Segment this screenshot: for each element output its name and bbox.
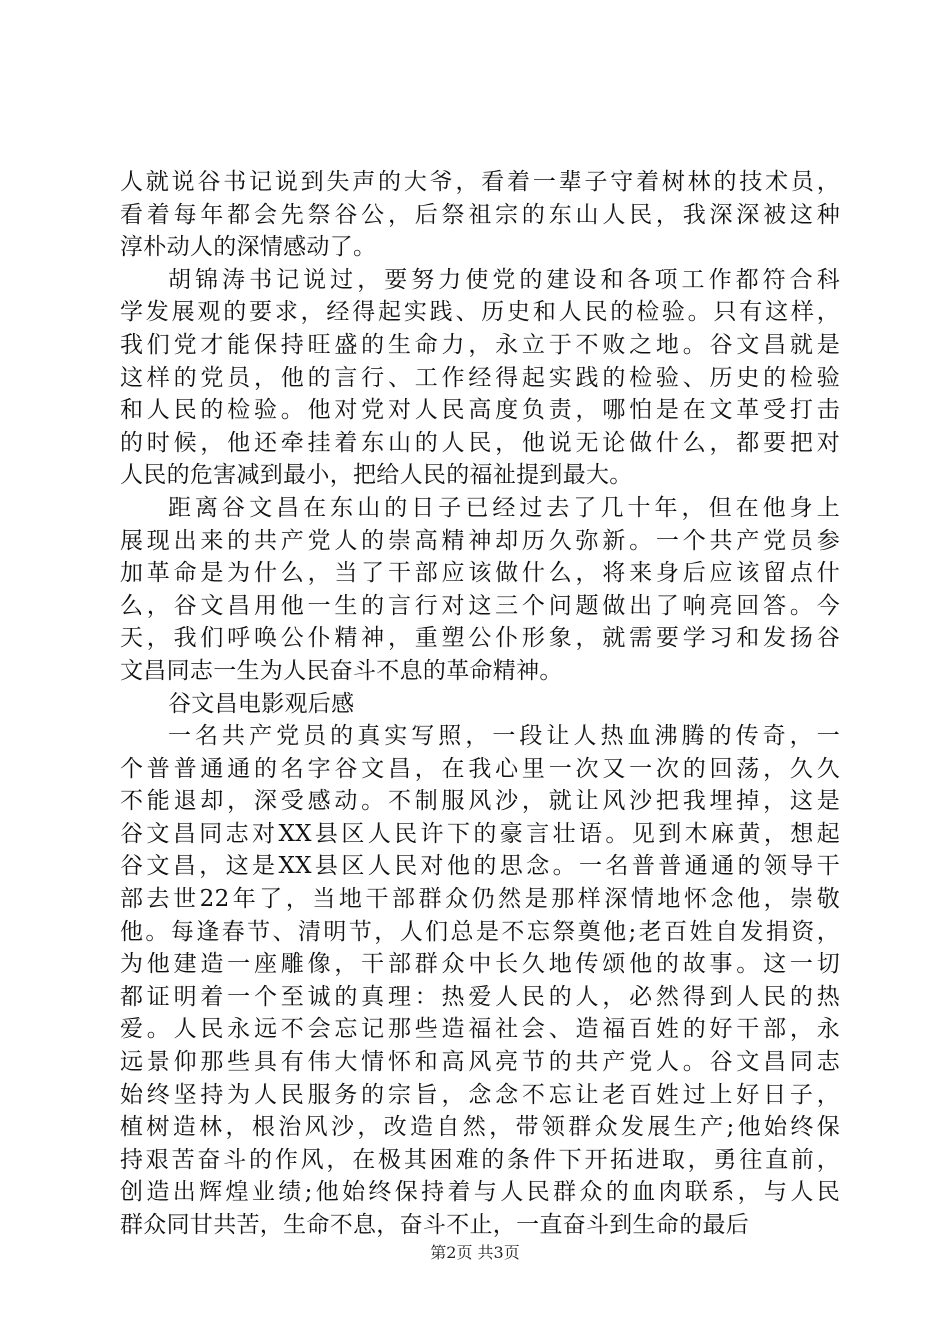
text-line: 看着每年都会先祭谷公，后祭祖宗的东山人民，我深深被这种 xyxy=(120,201,840,228)
document-body xyxy=(120,166,840,1242)
text-line: 胡锦涛书记说过，要努力使党的建设和各项工作都符合科 xyxy=(168,266,840,293)
text-line: 部去世22年了，当地干部群众仍然是那样深情地怀念他，崇敬 xyxy=(120,886,840,913)
text-line: 持艰苦奋斗的作风，在极其困难的条件下开拓进取，勇往直前， xyxy=(120,1146,840,1173)
text-line: 群众同甘共苦，生命不息，奋斗不止，一直奋斗到生命的最后 xyxy=(120,1212,750,1238)
text-line: 远景仰那些具有伟大情怀和高风亮节的共产党人。谷文昌同志 xyxy=(120,1049,840,1076)
text-line: 的时候，他还牵挂着东山的人民，他说无论做什么，都要把对 xyxy=(120,429,840,456)
text-line: 谷文昌，这是XX县区人民对他的思念。一名普普通通的领导干 xyxy=(120,853,840,880)
text-line: 天，我们呼唤公仆精神，重塑公仆形象，就需要学习和发扬谷 xyxy=(120,625,840,652)
paragraph xyxy=(120,166,840,264)
text-line: 么，谷文昌用他一生的言行对这三个问题做出了响亮回答。今 xyxy=(120,592,840,619)
text-line: 学发展观的要求，经得起实践、历史和人民的检验。只有这样， xyxy=(120,299,840,326)
text-line: 和人民的检验。他对党对人民高度负责，哪怕是在文革受打击 xyxy=(120,397,840,424)
text-line: 展现出来的共产党人的崇高精神却历久弥新。一个共产党员参 xyxy=(120,527,840,554)
text-line: 他。每逢春节、清明节，人们总是不忘祭奠他;老百姓自发捐资， xyxy=(120,918,840,945)
text-line: 加革命是为什么，当了干部应该做什么，将来身后应该留点什 xyxy=(120,560,840,587)
text-line: 这样的党员，他的言行、工作经得起实践的检验、历史的检验 xyxy=(120,364,840,391)
paragraph xyxy=(120,492,840,688)
text-line: 不能退却，深受感动。不制服风沙，就让风沙把我埋掉，这是 xyxy=(120,788,840,815)
text-line: 创造出辉煌业绩;他始终保持着与人民群众的血肉联系，与人民 xyxy=(120,1179,840,1206)
text-line: 爱。人民永远不会忘记那些造福社会、造福百姓的好干部，永 xyxy=(120,1016,840,1043)
text-line: 谷文昌同志对XX县区人民许下的豪言壮语。见到木麻黄，想起 xyxy=(120,820,840,847)
text-line: 淳朴动人的深情感动了。 xyxy=(120,234,377,261)
paragraph xyxy=(120,688,840,721)
text-line: 距离谷文昌在东山的日子已经过去了几十年，但在他身上 xyxy=(168,494,840,521)
paragraph xyxy=(120,720,840,1242)
text-line: 都证明着一个至诚的真理：热爱人民的人，必然得到人民的热 xyxy=(120,983,840,1010)
paragraph xyxy=(120,264,840,492)
text-line: 文昌同志一生为人民奋斗不息的革命精神。 xyxy=(120,657,563,684)
text-line: 植树造林，根治风沙，改造自然，带领群众发展生产;他始终保 xyxy=(120,1114,840,1141)
text-line: 始终坚持为人民服务的宗旨，念念不忘让老百姓过上好日子， xyxy=(120,1081,840,1108)
text-line: 我们党才能保持旺盛的生命力，永立于不败之地。谷文昌就是 xyxy=(120,331,840,358)
text-line: 人民的危害减到最小，把给人民的福祉提到最大。 xyxy=(120,462,633,489)
text-line: 人就说谷书记说到失声的大爷，看着一辈子守着树林的技术员， xyxy=(120,169,840,195)
text-line: 为他建造一座雕像，干部群众中长久地传颂他的故事。这一切 xyxy=(120,951,840,978)
text-line: 个普普通通的名字谷文昌，在我心里一次又一次的回荡，久久 xyxy=(120,755,840,782)
text-line: 谷文昌电影观后感 xyxy=(168,690,355,717)
text-line: 一名共产党员的真实写照，一段让人热血沸腾的传奇，一 xyxy=(168,723,840,750)
page-footer: 第2页 共3页 xyxy=(430,1243,520,1262)
